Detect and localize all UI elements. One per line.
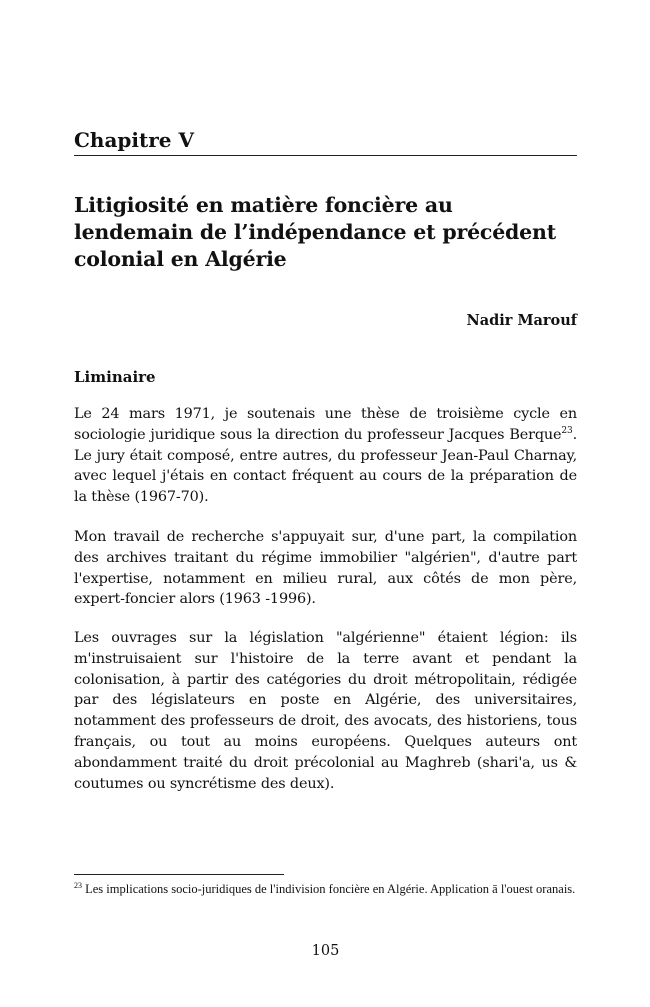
section-heading: Liminaire [74, 368, 156, 386]
footnote-text: Les implications socio-juridiques de l'indivision foncière en Algérie. Application ā l'ouest oranais. [82, 882, 576, 896]
book-page [74, 0, 577, 1007]
paragraph-1-text-end: . Le jury était composé, entre autres, du professeur Jean-Paul Charnay, avec lequel j'étais en contact fréquent au cours de la préparation de la thèse (1967-70). [74, 426, 577, 506]
author-name: Nadir Marouf [466, 312, 577, 329]
paragraph-1 [74, 404, 577, 508]
footnote [74, 880, 577, 898]
footnote-reference[interactable]: 23 [561, 426, 573, 436]
paragraph-1-text-start: Le 24 mars 1971, je soutenais une thèse de troisième cycle en sociologie juridique sous la direction du professeur Jacques Berque [74, 406, 577, 443]
paragraph-2: Mon travail de recherche s'appuyait sur, d'une part, la compilation des archives traitant du régime immobilier "algérien", d'autre part l'expertise, notamment en milieu rural, aux côtés de mon père, expert-foncier alors (1963 -1996). [74, 529, 577, 608]
footnote-divider [74, 874, 284, 875]
chapter-label: Chapitre V [74, 126, 577, 156]
chapter-title: Litigiosité en matière foncière au lendemain de l’indépendance et précédent colonial en Algérie [74, 193, 556, 271]
footnote-number: 23 [74, 880, 82, 890]
page-number: 105 [311, 943, 340, 959]
paragraph-3: Les ouvrages sur la législation "algérienne" étaient légion: ils m'instruisaient sur l'histoire de la terre avant et pendant la colonisation, à partir des catégories du droit métropolitain, rédigée par des législateurs en poste en Algérie, des universitaires, notamment des professeurs de droit, des avocats, des historiens, tous français, ou tout au moins européens. Quelques auteurs ont abondamment traité du droit précolonial au Maghreb (shari'a, us & coutumes ou syncrétisme des deux). [74, 630, 577, 792]
